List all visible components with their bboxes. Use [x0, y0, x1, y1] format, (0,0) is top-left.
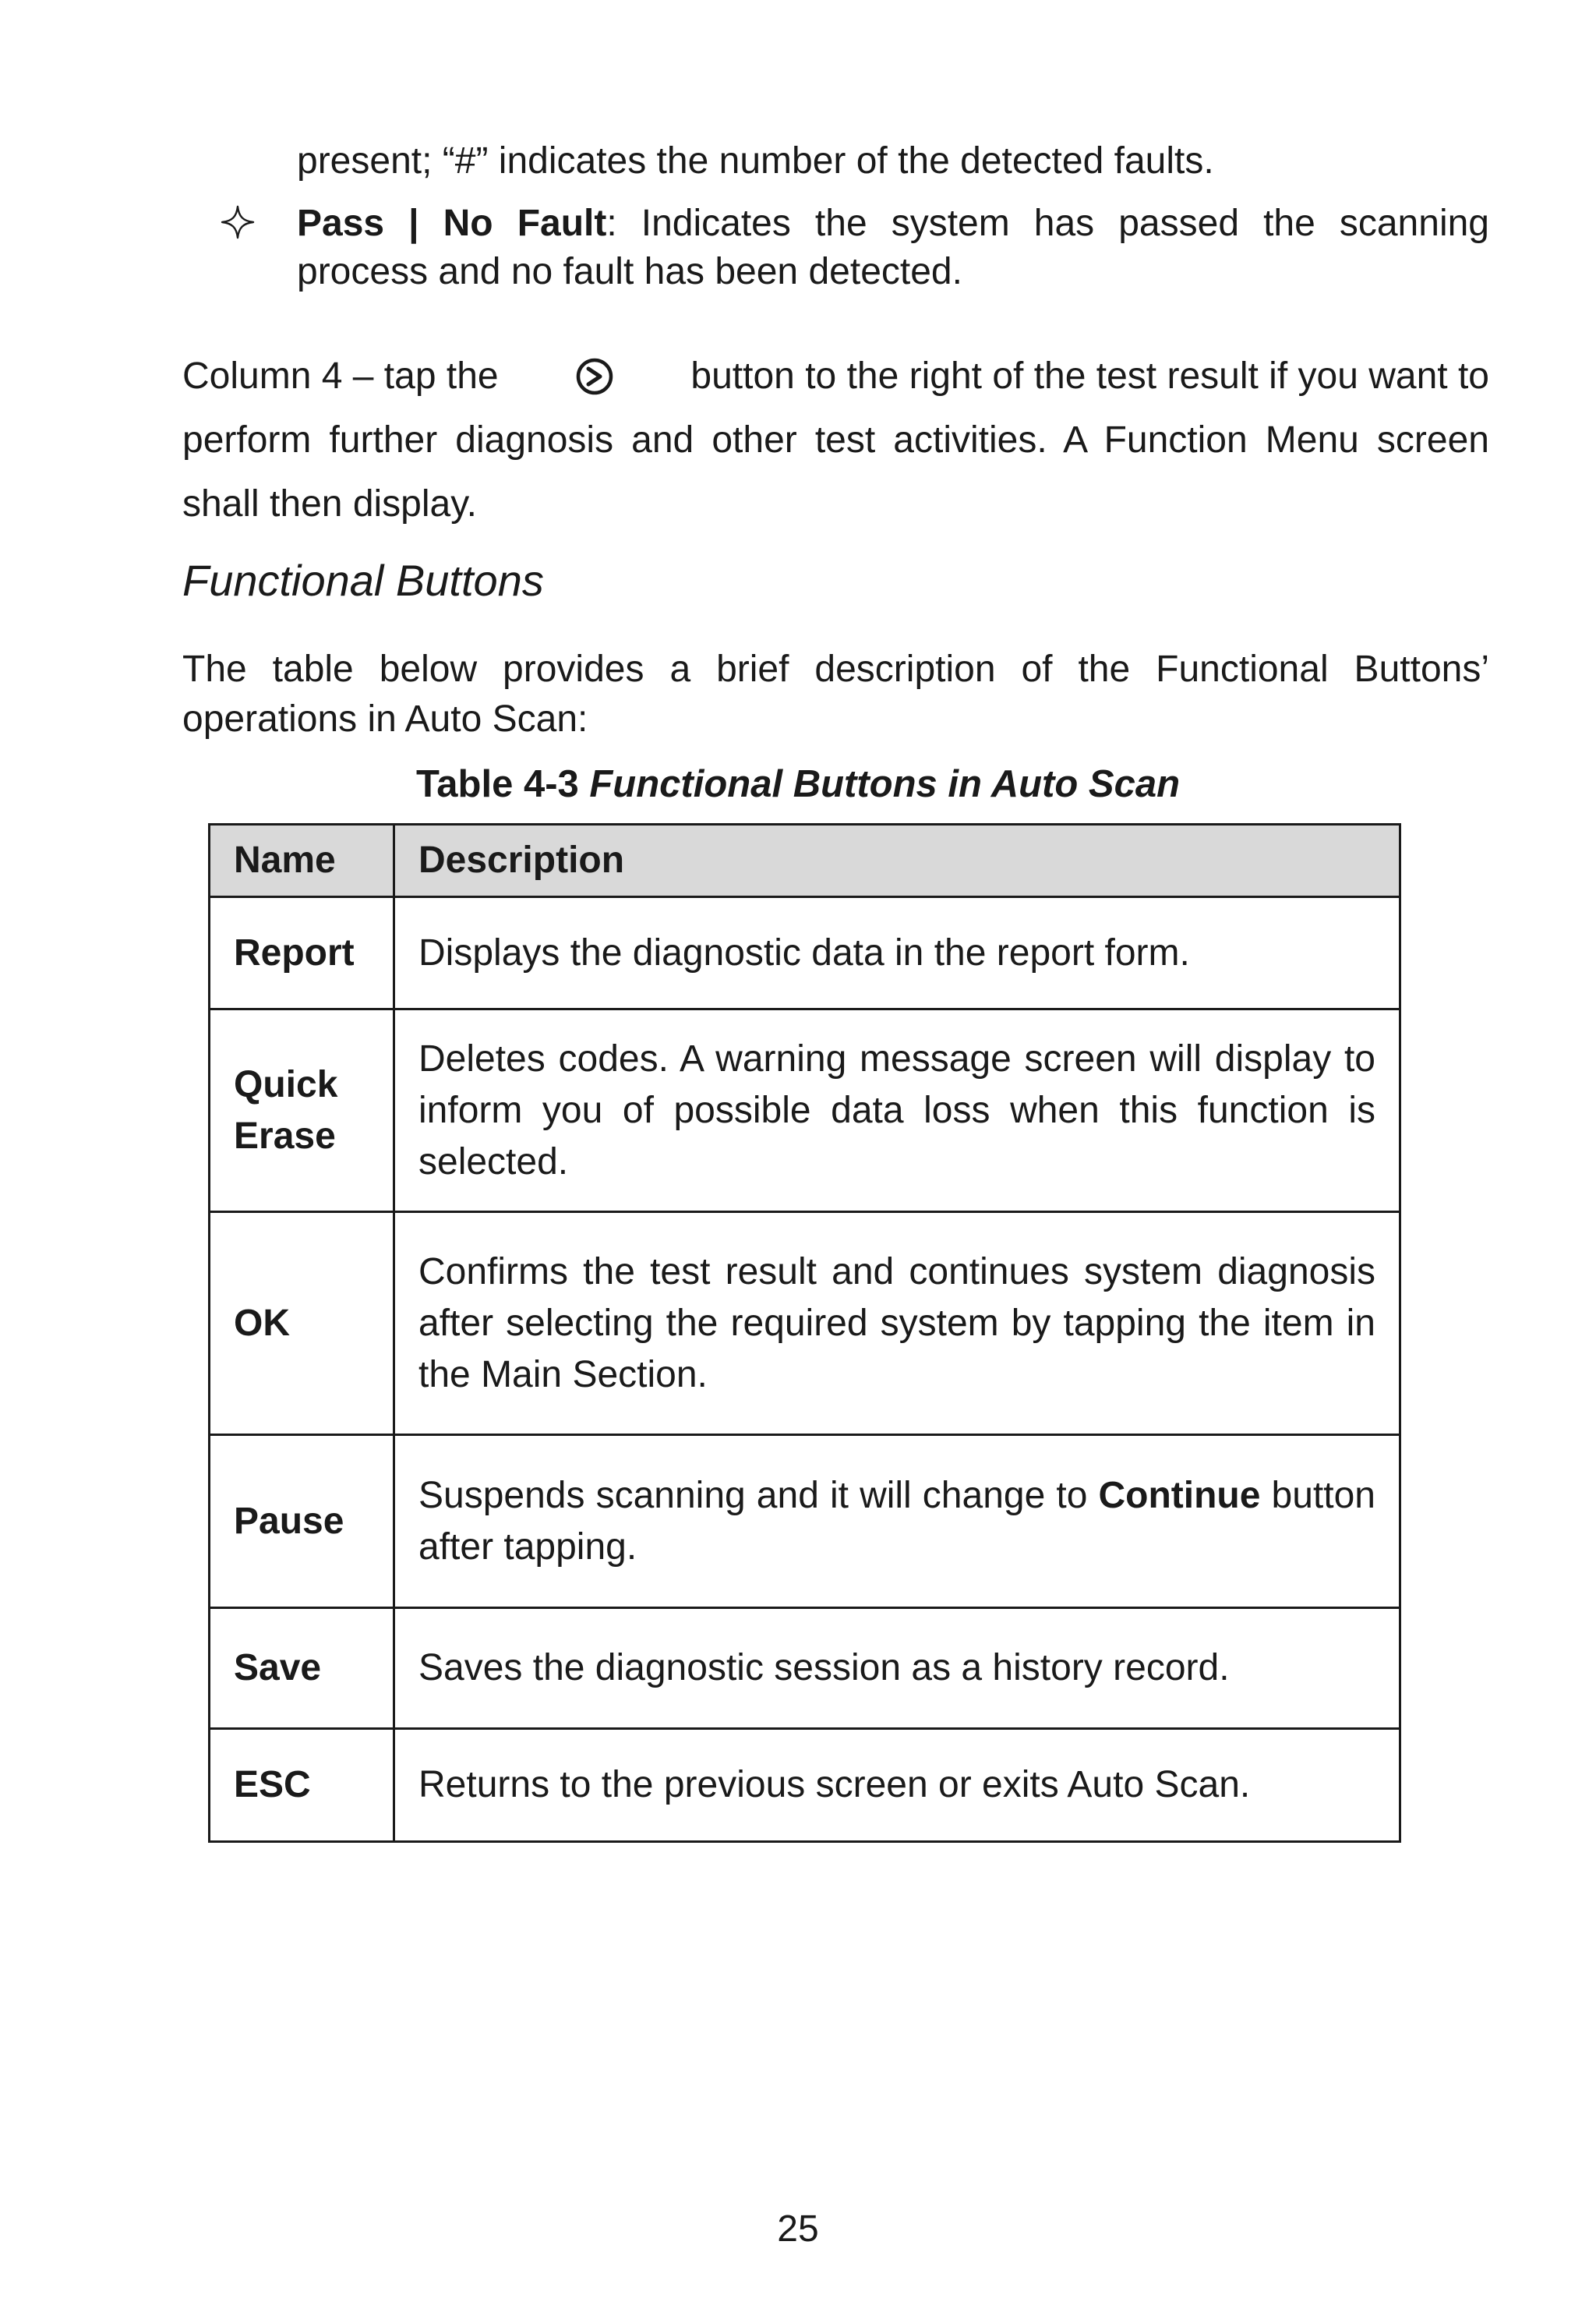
table-row [210, 1212, 1400, 1435]
table-caption-title: Functional Buttons in Auto Scan [589, 763, 1181, 805]
table-row [210, 1729, 1400, 1842]
row-name-pause: Pause [210, 1435, 394, 1608]
four-point-star-outline-icon [220, 204, 256, 240]
header-description: Description [394, 825, 1400, 897]
table-row [210, 1608, 1400, 1729]
row-description-report: Displays the diagnostic data in the report form. [394, 897, 1400, 1009]
bullet-item-pass-no-fault [297, 200, 1489, 296]
column4-text-after: button to the right of the test result if you want to [690, 355, 1489, 397]
column4-paragraph [182, 345, 1489, 536]
table-row [210, 897, 1400, 1009]
row-name-report: Report [210, 897, 394, 1009]
row-description-ok: Confirms the test result and continues system diagnosis after selecting the required system by tapping the item in the Main Section. [394, 1212, 1400, 1435]
pause-desc-after: button after tapping. [418, 1474, 1375, 1568]
row-name-save: Save [210, 1608, 394, 1729]
table-caption [0, 759, 1596, 809]
pause-desc-bold: Continue [1098, 1474, 1261, 1516]
column4-line-1 [182, 345, 1489, 408]
table-row [210, 1009, 1400, 1212]
column4-text-before: Column 4 – tap the [182, 355, 499, 397]
row-name-ok: OK [210, 1212, 394, 1435]
table-caption-prefix: Table 4-3 [415, 763, 590, 805]
functional-buttons-table [208, 823, 1401, 1843]
table-header-row [210, 825, 1400, 897]
top-line-text: present; “#” indicates the number of the detected faults. [297, 140, 1214, 182]
bullet-line-2: process and no fault has been detected. [297, 251, 962, 292]
row-description-pause [394, 1435, 1400, 1608]
column4-line-3: shall then display. [182, 483, 477, 525]
bullet-text-1: : Indicates the system has passed the scanning [606, 203, 1489, 244]
circled-chevron-right-icon [575, 357, 614, 396]
column4-line-2: perform further diagnosis and other test activities. A Function Menu screen [182, 419, 1489, 461]
page-number: 25 [777, 2208, 819, 2250]
bullet-term: Pass | No Fault [297, 203, 607, 244]
bullet-line-1 [297, 200, 1489, 248]
row-description-quick-erase: Deletes codes. A warning message screen will display to inform you of possible data loss when this function is selected. [394, 1009, 1400, 1212]
row-name-quick-erase: Quick Erase [210, 1009, 394, 1212]
row-name-esc: ESC [210, 1729, 394, 1842]
header-name: Name [210, 825, 394, 897]
intro-paragraph: The table below provides a brief description of the Functional Buttons’ operations in Auto Scan: [182, 649, 1489, 740]
table-row [210, 1435, 1400, 1608]
row-description-esc: Returns to the previous screen or exits Auto Scan. [394, 1729, 1400, 1842]
row-description-save: Saves the diagnostic session as a history record. [394, 1608, 1400, 1729]
section-heading: Functional Buttons [182, 556, 544, 605]
pause-desc-before: Suspends scanning and it will change to [418, 1474, 1099, 1516]
